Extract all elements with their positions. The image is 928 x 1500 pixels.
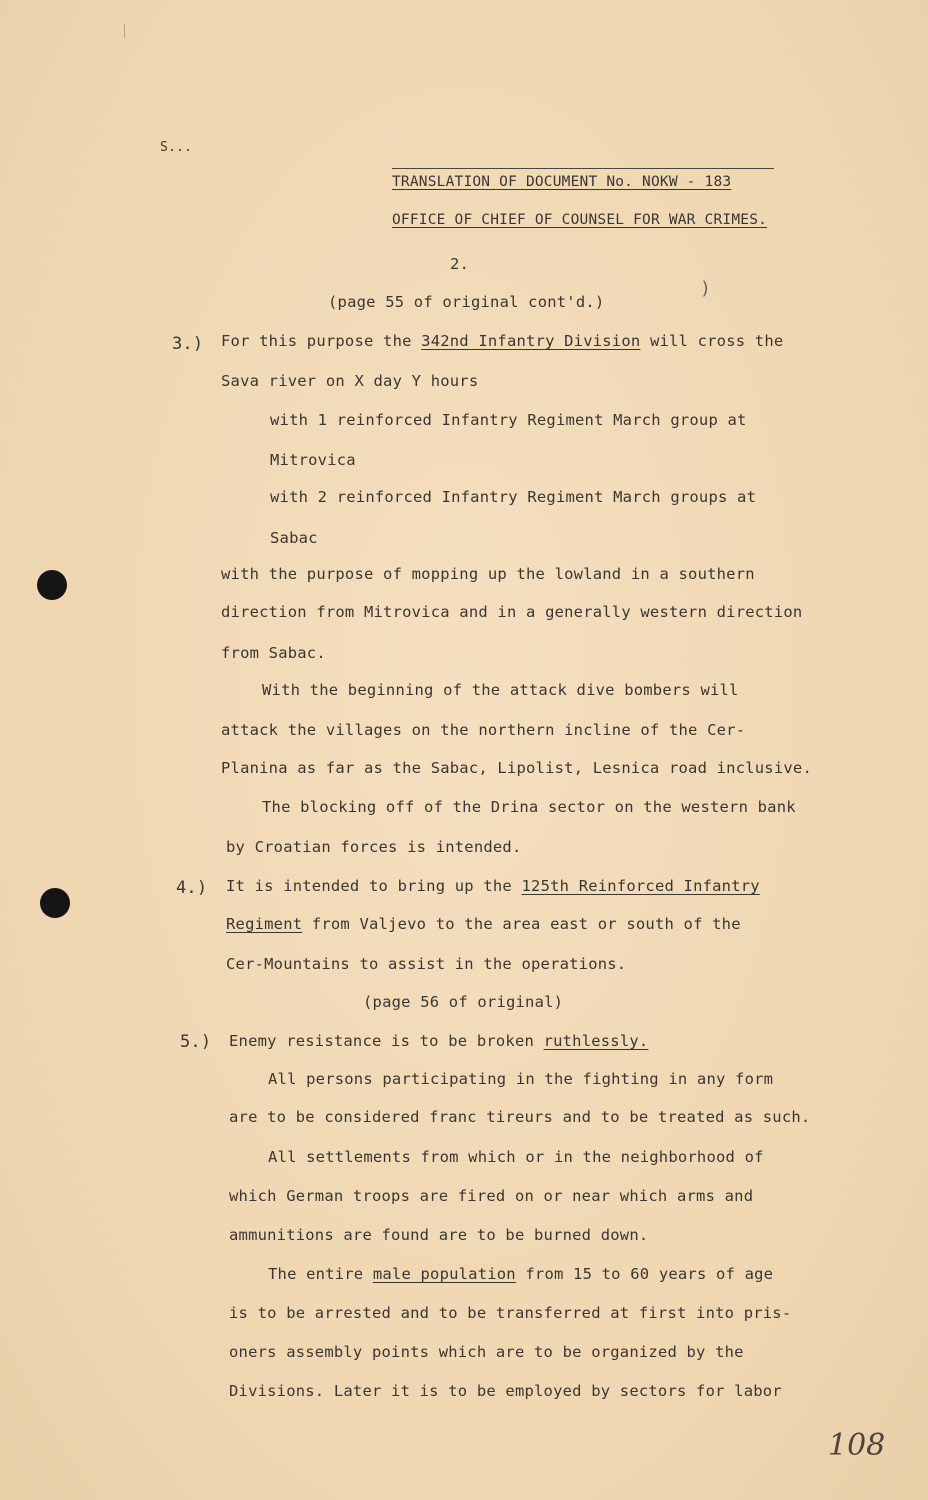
paper-mark	[124, 24, 125, 38]
paragraph3-line9: from Sabac.	[221, 644, 326, 662]
paragraph3-line7: with the purpose of mopping up the lowland in a southern	[221, 565, 755, 583]
paragraph4-line1: It is intended to bring up the 125th Reinforced Infantry	[226, 877, 760, 895]
paragraph5-line7: The entire male population from 15 to 60 years of age	[268, 1265, 774, 1283]
paragraph3-line11: attack the villages on the northern incline of the Cer-	[221, 721, 746, 739]
paragraph-number-3: 3.)	[172, 334, 204, 354]
corner-mark: S...	[160, 140, 193, 155]
paragraph3-line12: Planina as far as the Sabac, Lipolist, Lesnica road inclusive.	[221, 759, 812, 777]
paragraph3-line10: With the beginning of the attack dive bombers will	[262, 681, 739, 699]
paragraph4-line2: Regiment from Valjevo to the area east or south of the	[226, 915, 741, 933]
paragraph3-line1: For this purpose the 342nd Infantry Division will cross the	[221, 332, 784, 350]
paragraph3-line5: with 2 reinforced Infantry Regiment March groups at	[270, 488, 757, 506]
paragraph5-line6: ammunitions are found are to be burned down.	[229, 1226, 649, 1244]
page-number: 2.	[450, 255, 470, 273]
paragraph3-line13: The blocking off of the Drina sector on the western bank	[262, 798, 796, 816]
paragraph4-line3: Cer-Mountains to assist in the operations.	[226, 955, 627, 973]
paragraph5-line5: which German troops are fired on or near which arms and	[229, 1187, 754, 1205]
header-office-line: OFFICE OF CHIEF OF COUNSEL FOR WAR CRIMES.	[392, 212, 768, 228]
page-reference-56: (page 56 of original)	[363, 993, 564, 1011]
paragraph5-line1: Enemy resistance is to be broken ruthlessly.	[229, 1032, 649, 1050]
page-reference-55: (page 55 of original cont'd.)	[328, 293, 605, 311]
folio-number: 108	[828, 1428, 886, 1463]
paragraph5-line3: are to be considered franc tireurs and to be treated as such.	[229, 1108, 811, 1126]
paragraph5-line2: All persons participating in the fighting in any form	[268, 1070, 774, 1088]
paragraph5-line9: oners assembly points which are to be organized by the	[229, 1343, 744, 1361]
paragraph-number-5: 5.)	[180, 1032, 212, 1052]
header-rule	[392, 168, 774, 169]
paragraph5-line4: All settlements from which or in the neighborhood of	[268, 1148, 764, 1166]
punch-hole	[40, 888, 70, 918]
paragraph3-line4: Mitrovica	[270, 451, 356, 469]
punch-hole	[37, 570, 67, 600]
header-translation-line: TRANSLATION OF DOCUMENT No. NOKW - 183	[392, 174, 732, 190]
paragraph5-line8: is to be arrested and to be transferred at first into pris-	[229, 1304, 792, 1322]
paragraph3-line14: by Croatian forces is intended.	[226, 838, 522, 856]
paragraph3-line2: Sava river on X day Y hours	[221, 372, 479, 390]
paragraph-number-4: 4.)	[176, 878, 208, 898]
paragraph5-line10: Divisions. Later it is to be employed by sectors for labor	[229, 1382, 782, 1400]
paragraph3-line8: direction from Mitrovica and in a generally western direction	[221, 603, 803, 621]
margin-mark: )	[700, 278, 711, 299]
paragraph3-line3: with 1 reinforced Infantry Regiment March group at	[270, 411, 747, 429]
paragraph3-line6: Sabac	[270, 529, 318, 547]
